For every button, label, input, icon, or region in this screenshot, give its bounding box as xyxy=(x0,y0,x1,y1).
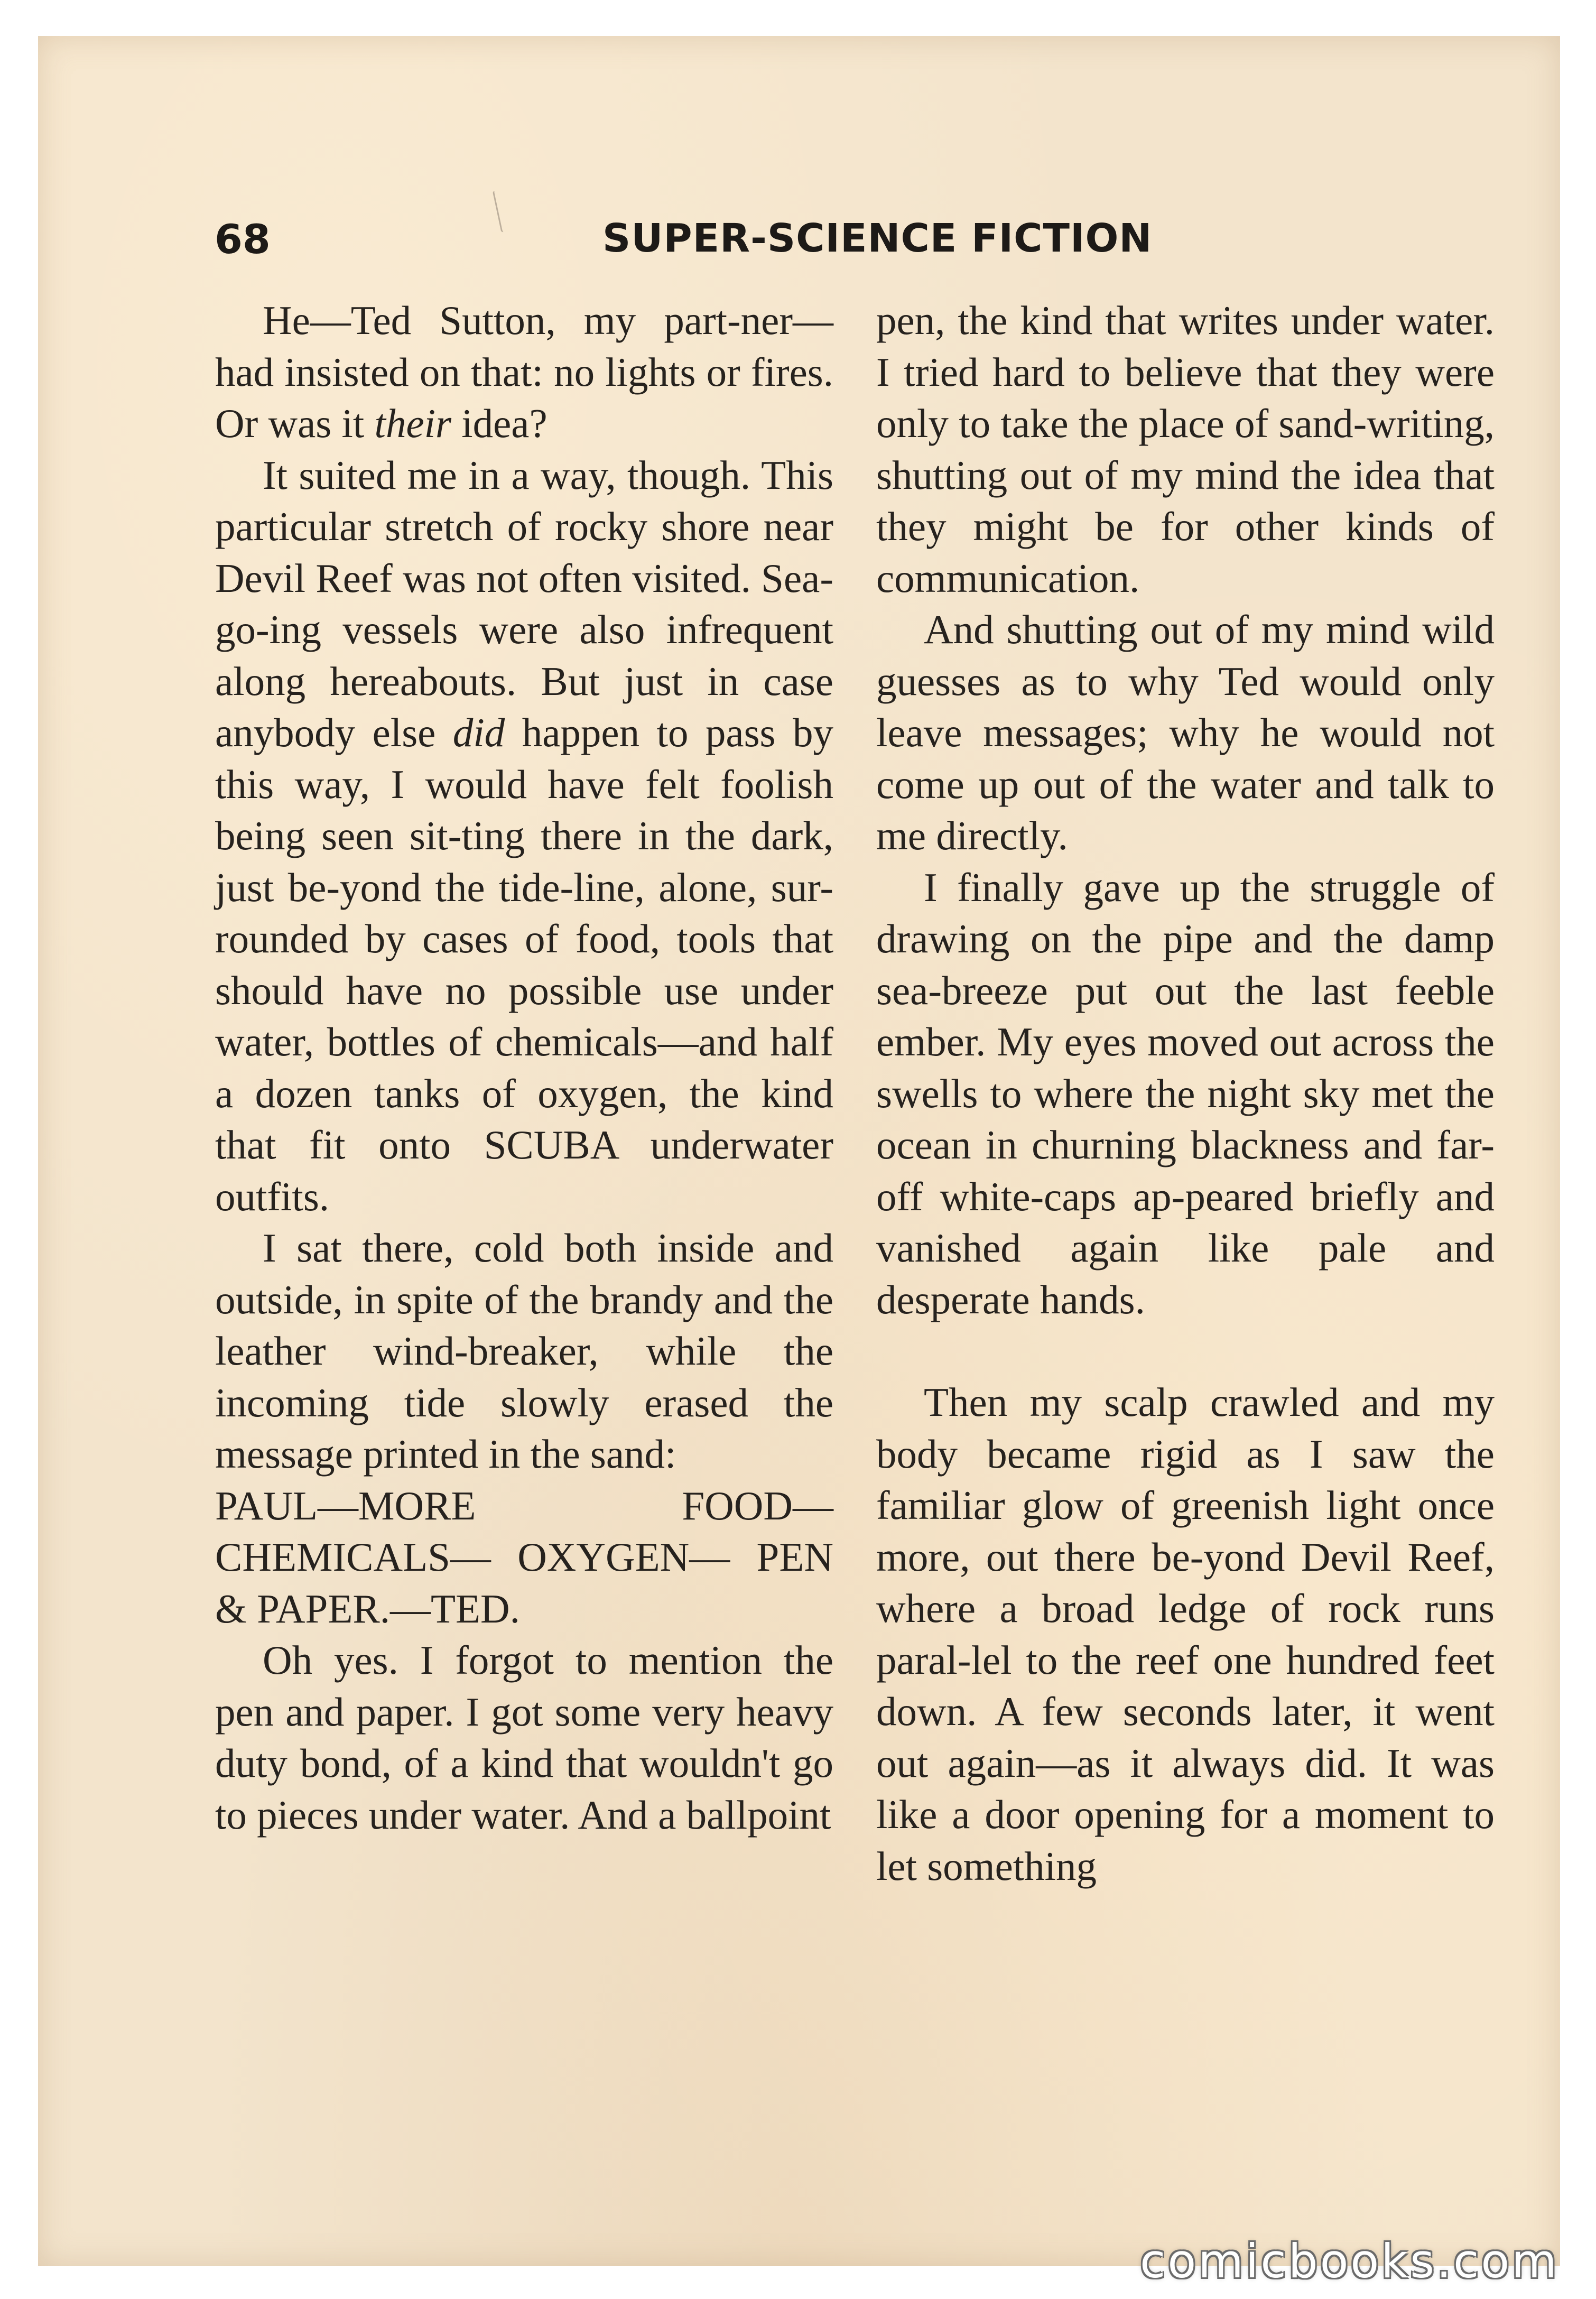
magazine-page xyxy=(38,36,1560,2266)
emphasis: did xyxy=(452,710,505,755)
paragraph: It suited me in a way, though. This particular stretch of rocky shore near Devil Reef was not often visited. Sea-go-ing vessels were also infrequent along hereabouts. But just in case anybody else did happen to pass by this way, I would have felt foolish being seen sit-ting there in the dark, just be-yond the tide-line, alone, sur-rounded by cases of food, tools that should have no possible use under water, bottles of chemicals—and half a dozen tanks of oxygen, the kind that fit onto SCUBA underwater outfits. xyxy=(215,452,833,1219)
paragraph: And shutting out of my mind wild guesses as to why Ted would only leave messages; why he would not come up out of the water and talk to me directly. xyxy=(876,607,1495,858)
running-head xyxy=(38,216,1560,279)
emphasis: their xyxy=(374,401,451,446)
sand-message: PAUL—MORE FOOD— CHEMICALS— OXYGEN— PEN & PAPER.—TED. xyxy=(215,1482,833,1631)
magazine-title: SUPER-SCIENCE FICTION xyxy=(602,216,1153,261)
paragraph: Oh yes. I forgot to mention the pen and paper. I got some very heavy duty bond, of a kind that wouldn't go to pieces under water. And a ballpoint xyxy=(215,1637,833,1838)
paragraph: pen, the kind that writes under water. I tried hard to believe that they were only to take the place of sand-writing, shutting out of my mind the idea that they might be for other kinds of communication. xyxy=(876,298,1495,601)
paragraph: I finally gave up the struggle of drawing on the pipe and the damp sea-breeze put out the last feeble ember. My eyes moved out across the swells to where the night sky met the ocean in churning blackness and far-off white-caps ap-peared briefly and vanished again like pale and desperate hands. xyxy=(876,864,1495,1322)
watermark: comicbooks.com xyxy=(1139,2234,1559,2288)
paragraph: Then my scalp crawled and my body became rigid as I saw the familiar glow of greenish light once more, out there be-yond Devil Reef, where a broad ledge of rock runs paral-lel to the reef one hundred feet down. A few seconds later, it went out again—as it always did. It was like a door opening for a moment to let something xyxy=(876,1379,1495,1889)
left-column xyxy=(215,295,833,1841)
right-column xyxy=(876,295,1495,1892)
page-number: 68 xyxy=(215,216,271,263)
paragraph: He—Ted Sutton, my part-ner—had insisted on that: no lights or fires. Or was it their idea? xyxy=(215,298,833,446)
paragraph: I sat there, cold both inside and outside, in spite of the brandy and the leather wind-breaker, while the incoming tide slowly erased the message printed in the sand: xyxy=(215,1225,833,1477)
